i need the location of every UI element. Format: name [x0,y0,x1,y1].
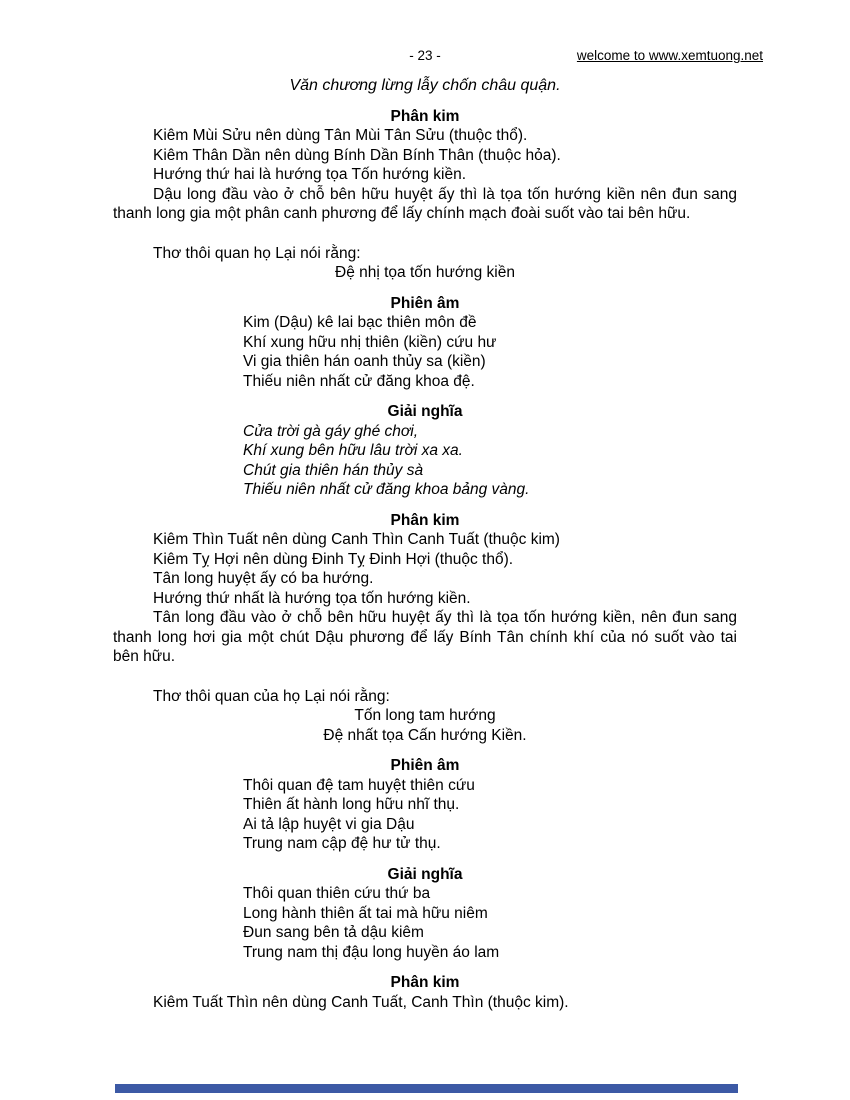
body-line: Kiêm Thân Dần nên dùng Bính Dần Bính Thân (thuộc hỏa). [153,146,561,164]
poem-line: Trung nam cập đệ hư tử thụ. [243,835,441,852]
body-line: Tân long huyệt ấy có ba hướng. [153,570,374,587]
section-heading-giai-nghia-1: Giải nghĩa [387,403,463,420]
poem-line: Thôi quan thiên cứu thứ ba [243,885,431,902]
poem-intro-line: Thơ thôi quan họ Lại nói rằng: [153,244,361,262]
page-number: - 23 - [409,48,441,63]
section-heading-phan-kim-1: Phân kim [390,107,460,125]
section-heading-phien-am-1: Phiên âm [390,294,460,312]
poem-line: Ai tả lập huyệt vi gia Dậu [243,815,415,833]
section-heading-phan-kim-3: Phân kim [390,974,460,991]
poem-title-line: Đệ nhị tọa tốn hướng kiền [335,264,515,281]
poem-block [243,422,737,500]
poem-block [243,313,737,391]
poem-block [243,884,737,962]
poem-block [243,776,737,854]
body-paragraph: Dậu long đầu vào ở chỗ bên hữu huyệt ấy thì là tọa tốn hướng kiền nên đun sang thanh long gia một phân canh phương để lấy chính mạch đoài suốt vào tai bên hữu. [113,185,737,222]
body-line: Hướng thứ hai là hướng tọa Tốn hướng kiền. [153,166,466,183]
poem-title-line: Tốn long tam hướng [354,707,496,724]
poem-line: Thiếu niên nhất cử đăng khoa đệ. [243,372,475,390]
poem-line: Chút gia thiên hán thủy sà [243,461,424,479]
welcome-link[interactable]: welcome to www.xemtuong.net [576,48,763,63]
poem-line: Vi gia thiên hán oanh thủy sa (kiền) [243,353,486,370]
body-line: Kiêm Tỵ Hợi nên dùng Đinh Tỵ Đinh Hợi (thuộc thổ). [153,550,514,568]
body-line: Kiêm Tuất Thìn nên dùng Canh Tuất, Canh Thìn (thuộc kim). [153,993,569,1011]
poem-line: Trung nam thị đậu long huyền áo lam [243,943,500,961]
footer-accent-bar [115,1084,738,1093]
section-heading-phan-kim-2: Phân kim [390,511,460,529]
section-heading-giai-nghia-2: Giải nghĩa [387,865,463,883]
body-line: Hướng thứ nhất là hướng tọa tốn hướng kiền. [153,589,471,607]
poem-title-line: Đệ nhất tọa Cấn hướng Kiền. [323,726,527,744]
body-line: Kiêm Mùi Sửu nên dùng Tân Mùi Tân Sửu (thuộc thổ). [153,127,528,144]
body-paragraph: Tân long đầu vào ở chỗ bên hữu huyệt ấy thì là tọa tốn hướng kiền, nên đun sang thanh long hơi gia một chút Dậu phương để lấy Bính Tân chính khí của nó suốt vào tai bên hữu. [113,609,737,665]
poem-line: Đun sang bên tả dậu kiêm [243,924,424,941]
section-heading-phien-am-2: Phiên âm [390,757,460,774]
page-content [113,76,737,1012]
poem-line: Thiếu niên nhất cử đăng khoa bảng vàng. [243,481,530,498]
poem-line: Long hành thiên ất tai mà hữu niêm [243,904,488,922]
poem-line: Thôi quan đệ tam huyệt thiên cứu [243,776,475,794]
poem-line: Thiên ất hành long hữu nhĩ thụ. [243,796,460,813]
poem-line: Kim (Dậu) kê lai bạc thiên môn đề [243,314,477,331]
poem-line: Khí xung bên hữu lâu trời xa xa. [243,442,463,459]
poem-intro-line: Thơ thôi quan của họ Lại nói rằng: [153,687,390,705]
epigraph-line: Văn chương lừng lẫy chốn châu quận. [289,77,561,94]
poem-line: Khí xung hữu nhị thiên (kiền) cứu hư [243,333,497,351]
page-header [0,46,850,66]
poem-line: Cửa trời gà gáy ghé chơi, [243,422,419,440]
body-line: Kiêm Thìn Tuất nên dùng Canh Thìn Canh Tuất (thuộc kim) [153,531,560,548]
